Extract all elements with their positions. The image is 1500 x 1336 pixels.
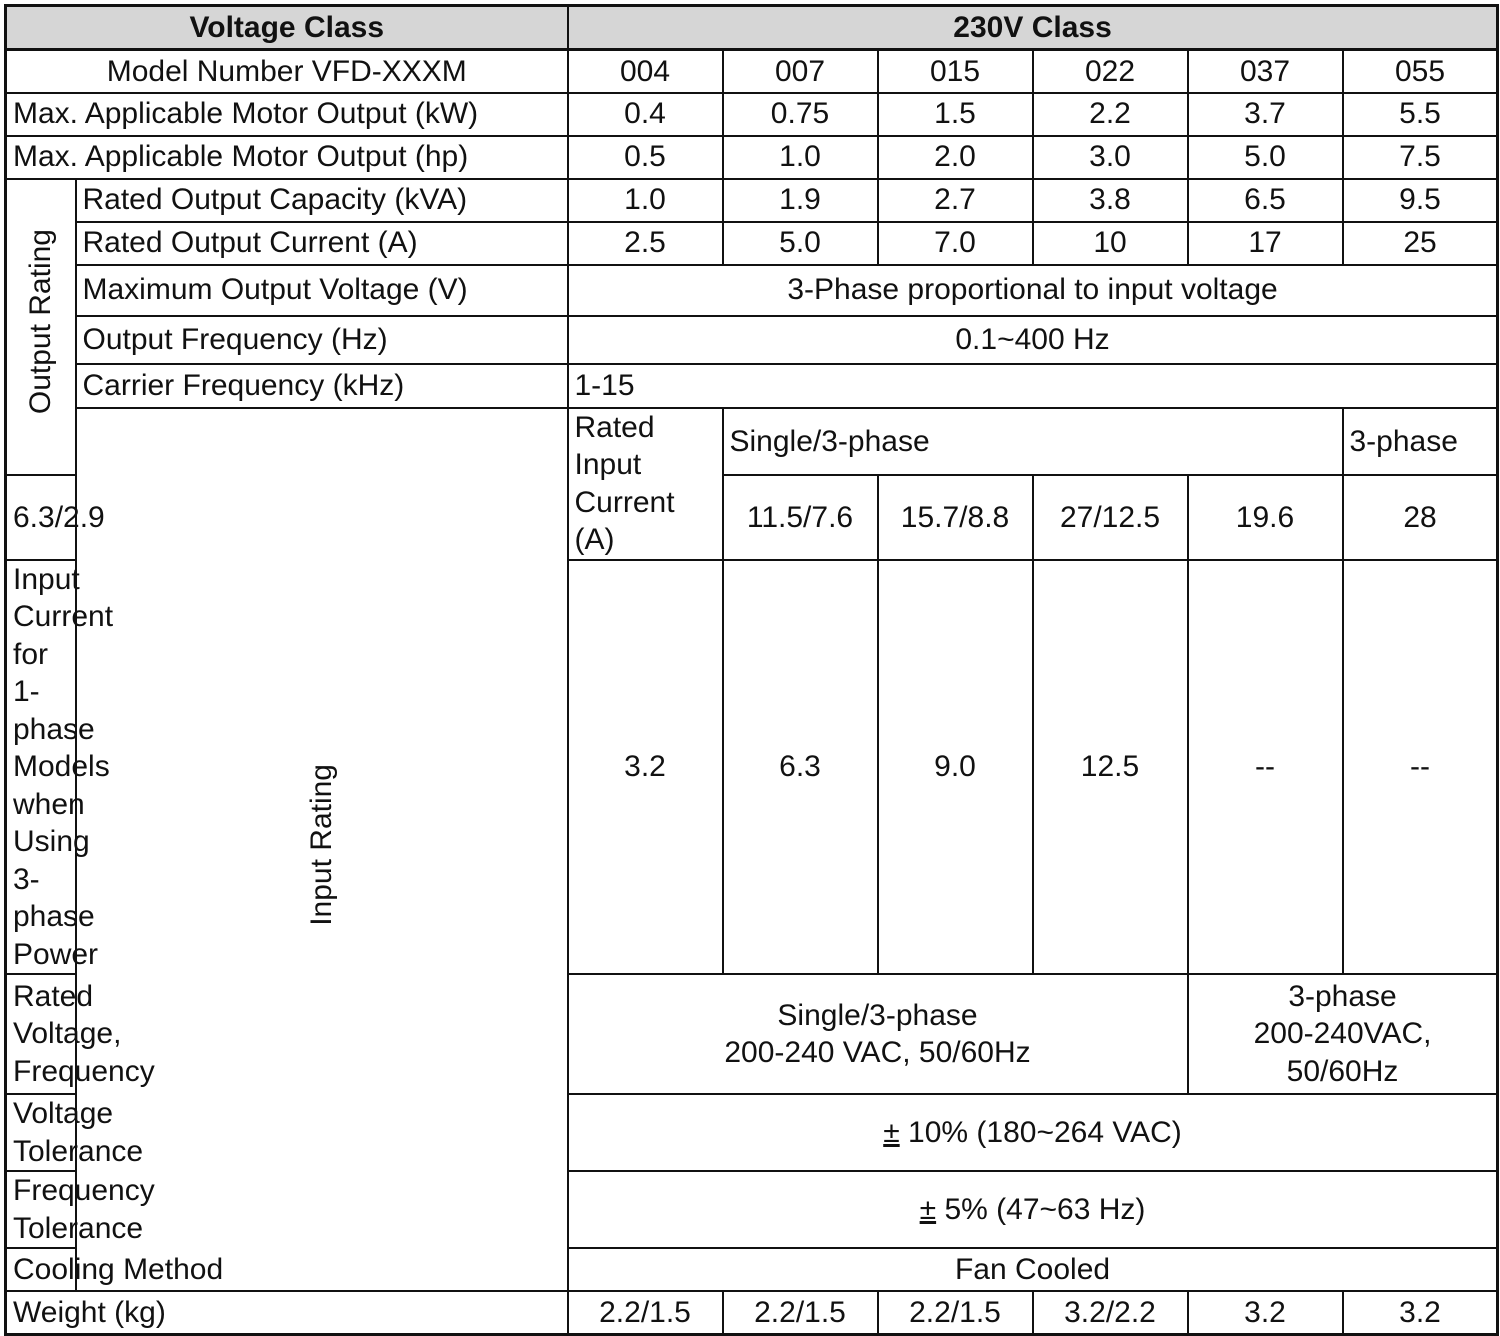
output-current-cell: 25 <box>1343 222 1498 265</box>
rated-voltage-three-line: 50/60Hz <box>1286 1054 1399 1088</box>
one-phase-label <box>6 560 114 975</box>
rated-voltage-label: Rated Voltage, Frequency <box>6 974 76 1094</box>
motor-hp-cell: 5.0 <box>1188 136 1343 179</box>
carrier-frequency-row <box>6 364 1498 408</box>
one-phase-cell: 12.5 <box>1033 560 1188 975</box>
output-current-cell: 10 <box>1033 222 1188 265</box>
rated-voltage-three-line: 200-240VAC, <box>1253 1017 1432 1051</box>
model-cell: 007 <box>723 50 878 93</box>
header-row <box>6 6 1498 50</box>
motor-kw-row <box>6 93 1498 136</box>
rated-input-current-cell: 28 <box>1343 475 1498 559</box>
output-frequency-value: 0.1~400 Hz <box>568 316 1498 364</box>
one-phase-cell: 6.3 <box>723 560 878 975</box>
weight-label: Weight (kg) <box>6 1291 568 1334</box>
output-capacity-label: Rated Output Capacity (kVA) <box>76 179 568 222</box>
output-frequency-label: Output Frequency (Hz) <box>76 316 568 364</box>
motor-kw-cell: 3.7 <box>1188 93 1343 136</box>
rated-input-current-cell: 15.7/8.8 <box>878 475 1033 559</box>
one-phase-label-line: Models when Using 3-phase <box>13 750 110 933</box>
single-phase-label: Single/3-phase <box>723 408 1343 476</box>
three-phase-label: 3-phase <box>1343 408 1498 476</box>
one-phase-cell: 9.0 <box>878 560 1033 975</box>
rated-input-current-cell: 19.6 <box>1188 475 1343 559</box>
model-row <box>6 50 1498 93</box>
output-capacity-cell: 6.5 <box>1188 179 1343 222</box>
model-cell: 004 <box>568 50 723 93</box>
output-current-cell: 2.5 <box>568 222 723 265</box>
max-voltage-value: 3-Phase proportional to input voltage <box>568 265 1498 316</box>
model-cell: 037 <box>1188 50 1343 93</box>
weight-cell: 2.2/1.5 <box>568 1291 723 1334</box>
model-cell: 015 <box>878 50 1033 93</box>
model-cell: 055 <box>1343 50 1498 93</box>
motor-kw-cell: 5.5 <box>1343 93 1498 136</box>
weight-cell: 3.2/2.2 <box>1033 1291 1188 1334</box>
motor-hp-cell: 7.5 <box>1343 136 1498 179</box>
rated-input-current-cell: 11.5/7.6 <box>723 475 878 559</box>
spec-table <box>4 4 1499 1336</box>
one-phase-label-line: Power <box>13 937 99 971</box>
one-phase-cell: -- <box>1188 560 1343 975</box>
rated-input-current-row <box>6 408 1498 476</box>
output-current-cell: 7.0 <box>878 222 1033 265</box>
weight-cell: 2.2/1.5 <box>723 1291 878 1334</box>
max-voltage-row <box>6 265 1498 316</box>
input-rating-group <box>76 408 568 1292</box>
output-frequency-row <box>6 316 1498 364</box>
output-capacity-cell: 1.0 <box>568 179 723 222</box>
weight-cell: 2.2/1.5 <box>878 1291 1033 1334</box>
cooling-label: Cooling Method <box>6 1248 568 1291</box>
output-current-row <box>6 222 1498 265</box>
output-capacity-cell: 2.7 <box>878 179 1033 222</box>
voltage-tolerance-text: 10% (180~264 VAC) <box>899 1115 1182 1149</box>
weight-cell: 3.2 <box>1343 1291 1498 1334</box>
rated-voltage-three-line: 3-phase <box>1288 979 1397 1013</box>
carrier-frequency-value: 1-15 <box>568 364 1498 408</box>
motor-kw-cell: 2.2 <box>1033 93 1188 136</box>
one-phase-cell: -- <box>1343 560 1498 975</box>
motor-hp-cell: 2.0 <box>878 136 1033 179</box>
motor-kw-label: Max. Applicable Motor Output (kW) <box>6 93 568 136</box>
one-phase-label-line: Input Current for 1-phase <box>13 562 114 746</box>
voltage-tolerance-value <box>568 1094 1498 1171</box>
class-value: 230V Class <box>568 6 1498 50</box>
motor-hp-label: Max. Applicable Motor Output (hp) <box>6 136 568 179</box>
motor-hp-cell: 1.0 <box>723 136 878 179</box>
output-current-cell: 17 <box>1188 222 1343 265</box>
rated-voltage-single-line: 200-240 VAC, 50/60Hz <box>724 1036 1031 1069</box>
frequency-tolerance-text: 5% (47~63 Hz) <box>936 1192 1146 1226</box>
weight-cell: 3.2 <box>1188 1291 1343 1334</box>
output-current-cell: 5.0 <box>723 222 878 265</box>
output-capacity-cell: 9.5 <box>1343 179 1498 222</box>
cooling-value: Fan Cooled <box>568 1248 1498 1291</box>
rated-input-current-cell: 6.3/2.9 <box>6 475 76 559</box>
motor-kw-cell: 1.5 <box>878 93 1033 136</box>
motor-hp-cell: 3.0 <box>1033 136 1188 179</box>
weight-row <box>6 1291 1498 1334</box>
model-label: Model Number VFD-XXXM <box>6 50 568 93</box>
output-capacity-cell: 3.8 <box>1033 179 1188 222</box>
rated-voltage-single-line: Single/3-phase <box>777 998 978 1032</box>
output-rating-label: Output Rating <box>24 229 57 415</box>
max-voltage-label: Maximum Output Voltage (V) <box>76 265 568 316</box>
motor-kw-cell: 0.4 <box>568 93 723 136</box>
plus-minus-symbol: ± <box>883 1115 900 1149</box>
output-capacity-cell: 1.9 <box>723 179 878 222</box>
frequency-tolerance-label: Frequency Tolerance <box>6 1171 76 1248</box>
carrier-frequency-label: Carrier Frequency (kHz) <box>76 364 568 408</box>
output-current-label: Rated Output Current (A) <box>76 222 568 265</box>
motor-hp-row <box>6 136 1498 179</box>
input-rating-label: Input Rating <box>304 763 338 926</box>
output-rating-group <box>6 179 76 476</box>
model-cell: 022 <box>1033 50 1188 93</box>
frequency-tolerance-value <box>568 1171 1498 1248</box>
rated-voltage-single <box>568 974 1188 1094</box>
rated-voltage-three <box>1188 974 1498 1094</box>
voltage-tolerance-label: Voltage Tolerance <box>6 1094 76 1171</box>
one-phase-cell: 3.2 <box>568 560 723 975</box>
voltage-class-label: Voltage Class <box>6 6 568 50</box>
output-capacity-row <box>6 179 1498 222</box>
plus-minus-symbol: ± <box>919 1192 937 1226</box>
rated-input-current-label: Rated Input Current (A) <box>568 408 723 560</box>
motor-hp-cell: 0.5 <box>568 136 723 179</box>
rated-input-current-cell: 27/12.5 <box>1033 475 1188 559</box>
motor-kw-cell: 0.75 <box>723 93 878 136</box>
